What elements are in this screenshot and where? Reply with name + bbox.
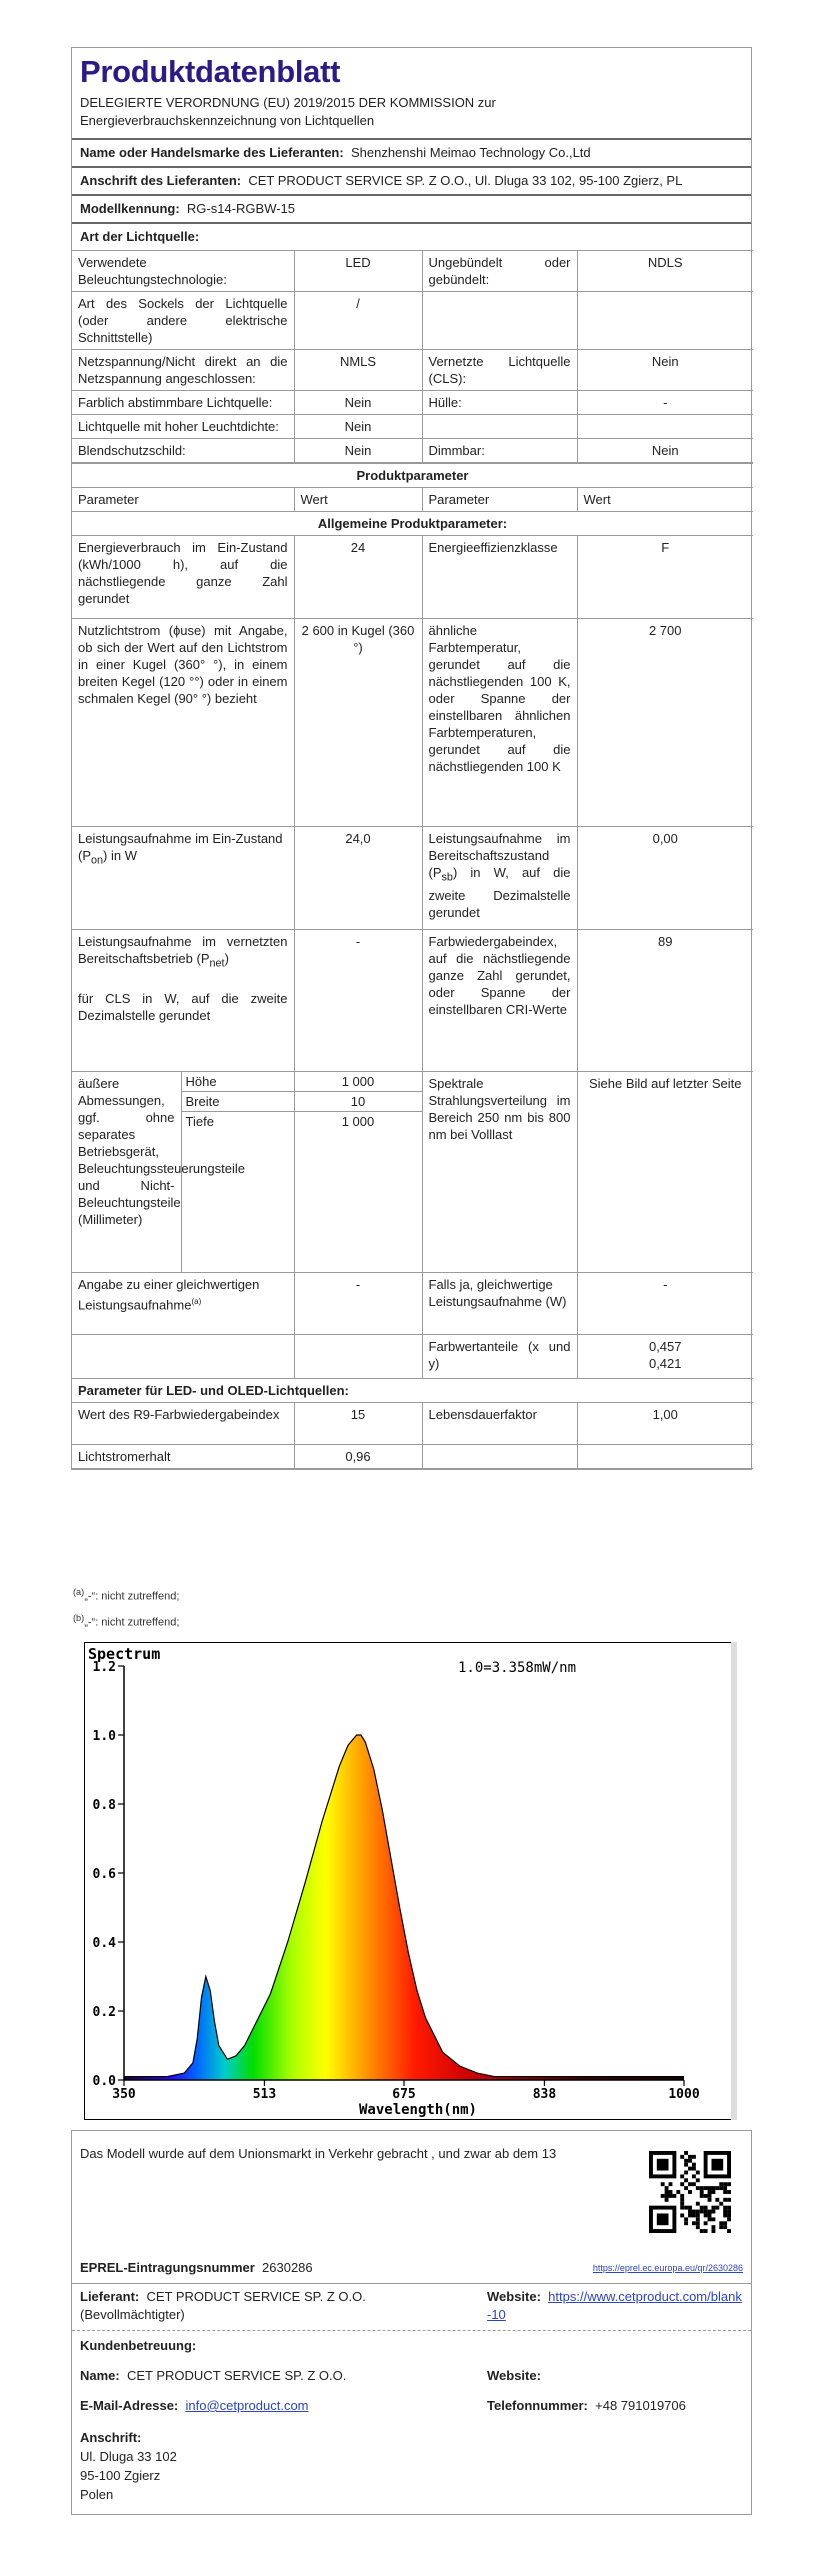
envelope-value: - (577, 391, 753, 415)
useful-flux-label: Nutzlichtstrom (ɸuse) mit Angabe, ob sich der Wert auf den Lichtstrom in einer Kugel (360° °), in einem breiten Kegel (120 °°) oder in einem schmalen Kegel (90° °) bezieht (72, 619, 294, 827)
qr-module (665, 2190, 669, 2194)
qr-module (669, 2182, 673, 2186)
subscript: sb (441, 871, 453, 884)
footnote-b (73, 1608, 179, 1634)
on-mode-power-label (72, 827, 294, 930)
qr-module (696, 2178, 700, 2182)
chromaticity-x: 0,457 (648, 1339, 682, 1354)
qr-module (688, 2206, 692, 2210)
label-text: Angabe zu einer gleichwertigen Leistungsaufnahme (78, 1277, 260, 1313)
qr-module (669, 2190, 673, 2194)
qr-module (708, 2210, 712, 2214)
qr-module (719, 2186, 723, 2190)
y-tick-label: 0.2 (92, 2005, 116, 2020)
qr-module (696, 2225, 700, 2229)
qr-module (692, 2174, 696, 2178)
qr-module (692, 2163, 696, 2167)
qr-module (715, 2198, 719, 2202)
website-label: Website: (487, 2289, 541, 2304)
qr-module (688, 2182, 692, 2186)
qr-module (727, 2206, 731, 2210)
contact-name-value: CET PRODUCT SERVICE SP. Z O.O. (126, 2368, 347, 2383)
x-tick-label: 350 (112, 2087, 136, 2102)
qr-module (696, 2171, 700, 2175)
page-title: Produktdatenblatt (80, 54, 341, 89)
y-tick-label: 0.6 (92, 1867, 116, 1882)
x-tick-label: 513 (252, 2087, 277, 2102)
mains-label: Netzspannung/Nicht direkt an die Netzspannung angeschlossen: (72, 350, 294, 391)
product-parameters-heading: Produktparameter (72, 464, 753, 488)
phone-label: Telefonnummer: (487, 2398, 588, 2413)
equivalent-power-yes-value: - (577, 1273, 753, 1335)
footnotes (73, 1582, 179, 1633)
qr-module (684, 2217, 688, 2221)
qr-module (708, 2198, 712, 2202)
dimensions-label: äußere Abmessungen, ggf. ohne separates Betriebsgerät, Beleuchtungssteuerungsteile und Nicht-Beleuchtungsteile (Millimeter) (72, 1072, 181, 1273)
qr-module (715, 2186, 719, 2190)
qr-module (723, 2225, 727, 2229)
qr-module (680, 2206, 684, 2210)
empty-cell (577, 1445, 753, 1469)
width-label: Breite (182, 1092, 294, 1112)
dimmable-value: Nein (577, 439, 753, 463)
address-line-1: Ul. Dluga 33 102 (80, 2449, 177, 2464)
supplier-address-row (72, 166, 751, 194)
label-text: Leistungsaufnahme im vernetzten Bereitschaftsbetrieb (P (78, 934, 288, 966)
qr-module (723, 2221, 727, 2225)
mains-value: NMLS (294, 350, 422, 391)
qr-module (723, 2210, 727, 2214)
qr-module (723, 2198, 727, 2202)
qr-module (704, 2213, 708, 2217)
qr-module (723, 2186, 727, 2190)
subtitle-line-1: DELEGIERTE VERORDNUNG (EU) 2019/2015 DER KOMMISSION zur (80, 95, 496, 110)
table-row (72, 251, 753, 292)
email-row (80, 2398, 309, 2413)
table-row (72, 415, 753, 439)
empty-cell (422, 1445, 577, 1469)
qr-module (700, 2210, 704, 2214)
useful-flux-value: 2 600 in Kugel (360 °) (294, 619, 422, 827)
qr-module (680, 2198, 684, 2202)
qr-module (684, 2221, 688, 2225)
cls-value: Nein (577, 350, 753, 391)
supplier-label: Lieferant: (80, 2289, 140, 2304)
address-line-3: Polen (80, 2487, 114, 2502)
r9-label: Wert des R9-Farbwiedergabeindex (72, 1403, 294, 1445)
column-header-value: Wert (294, 488, 422, 512)
qr-module (696, 2210, 700, 2214)
directional-value: NDLS (577, 251, 753, 292)
qr-module (727, 2210, 731, 2214)
energy-consumption-label: Energieverbrauch im Ein-Zustand (kWh/1000 h), auf die nächstliegende ganze Zahl gerundet (72, 536, 294, 619)
supplier-value: CET PRODUCT SERVICE SP. Z O.O. (Bevollmächtigter) (80, 2289, 366, 2322)
phone-row (487, 2398, 686, 2413)
qr-module (704, 2221, 708, 2225)
qr-module (727, 2182, 731, 2186)
footnote-mark: (b) (73, 1612, 85, 1623)
cct-label: ähnliche Farbtemperatur, gerundet auf die nächstliegenden 100 K, oder Spanne der einstellbaren ähnlichen Farbtemperaturen, gerundet auf die nächstliegenden 100 K (422, 619, 577, 827)
qr-module (727, 2217, 731, 2221)
qr-module (665, 2198, 669, 2202)
cls-label: Vernetzte Lichtquelle (CLS): (422, 350, 577, 391)
general-parameters-heading: Allgemeine Produktparameter: (72, 512, 753, 536)
energy-class-value: F (577, 536, 753, 619)
qr-module (684, 2186, 688, 2190)
qr-module (708, 2194, 712, 2198)
contact-website-label: Website: (487, 2368, 541, 2383)
lumen-maintenance-value: 0,96 (294, 1445, 422, 1469)
contact-name-label: Name: (80, 2368, 120, 2383)
qr-module (719, 2225, 723, 2229)
survival-factor-label: Lebensdauerfaktor (422, 1403, 577, 1445)
qr-module (688, 2213, 692, 2217)
cct-value: 2 700 (577, 619, 753, 827)
qr-module (684, 2171, 688, 2175)
qr-module (715, 2206, 719, 2210)
qr-module (684, 2206, 688, 2210)
qr-module (696, 2221, 700, 2225)
equivalent-power-label (72, 1273, 294, 1335)
qr-module (688, 2159, 692, 2163)
qr-module (711, 2210, 715, 2214)
qr-module (676, 2190, 680, 2194)
email-link[interactable]: info@cetproduct.com (185, 2398, 309, 2413)
tunable-label: Farblich abstimmbare Lichtquelle: (72, 391, 294, 415)
label-text: Leistungsaufnahme im Bereitschaftszustand (P (428, 831, 571, 880)
empty-cell (577, 292, 753, 350)
qr-module (692, 2155, 696, 2159)
qr-module (708, 2190, 712, 2194)
table-row (72, 1403, 753, 1445)
qr-module (692, 2182, 696, 2186)
postal-address (80, 2428, 177, 2504)
networked-standby-value: - (294, 930, 422, 1072)
subscript: on (91, 854, 104, 867)
qr-module (688, 2155, 692, 2159)
website-row (487, 2288, 742, 2324)
qr-module (672, 2194, 676, 2198)
product-parameters-table (72, 463, 753, 1469)
qr-module (700, 2194, 704, 2198)
address-line-2: 95-100 Zgierz (80, 2468, 161, 2483)
qr-module (711, 2229, 715, 2233)
networked-standby-label (72, 930, 294, 1072)
qr-module (692, 2167, 696, 2171)
qr-finder (711, 2159, 723, 2171)
qr-module (708, 2217, 712, 2221)
qr-module (700, 2206, 704, 2210)
qr-module (704, 2210, 708, 2214)
x-tick-label: 838 (532, 2087, 557, 2102)
r9-value: 15 (294, 1403, 422, 1445)
supplier-address-label: Anschrift des Lieferanten: (80, 173, 242, 188)
qr-module (692, 2210, 696, 2214)
label-text: ) in W (103, 848, 137, 863)
survival-factor-value: 1,00 (577, 1403, 753, 1445)
empty-cell (422, 292, 577, 350)
chart-annotation: 1.0=3.358mW/nm (458, 1660, 577, 1676)
qr-module (723, 2213, 727, 2217)
dimension-values (294, 1072, 422, 1273)
qr-module (700, 2229, 704, 2233)
equivalent-power-yes-label: Falls ja, gleichwertige Leistungsaufnahme (W) (422, 1273, 577, 1335)
superscript: (a) (191, 1297, 202, 1306)
qr-module (700, 2186, 704, 2190)
qr-module (711, 2206, 715, 2210)
y-tick-label: 1.0 (92, 1729, 116, 1744)
supplier-address-value: CET PRODUCT SERVICE SP. Z O.O., Ul. Dluga 33 102, 95-100 Zgierz, PL (248, 173, 683, 188)
qr-module (719, 2202, 723, 2206)
table-row (72, 350, 753, 391)
high-luminance-value: Nein (294, 415, 422, 439)
empty-cell (422, 415, 577, 439)
qr-module (692, 2221, 696, 2225)
led-parameters-heading: Parameter für LED- und OLED-Lichtquellen: (72, 1379, 753, 1403)
qr-module (680, 2182, 684, 2186)
qr-module (727, 2229, 731, 2233)
model-value: RG-s14-RGBW-15 (186, 201, 296, 216)
footnote-text: „-“: nicht zutreffend; (84, 1590, 180, 1603)
qr-module (696, 2213, 700, 2217)
registration-box (71, 2130, 752, 2515)
height-label: Höhe (182, 1072, 294, 1092)
qr-module (688, 2167, 692, 2171)
qr-module (684, 2178, 688, 2182)
empty-cell (294, 1335, 422, 1379)
standby-power-value: 0,00 (577, 827, 753, 930)
table-row (72, 1335, 753, 1379)
qr-module (719, 2182, 723, 2186)
table-row (72, 536, 753, 619)
spectrum-chart (84, 1642, 737, 2120)
anti-glare-label: Blendschutzschild: (72, 439, 294, 463)
x-axis-label: Wavelength(nm) (358, 2102, 478, 2118)
website-link[interactable]: https://www.cetproduct.com/blank-10 (487, 2289, 742, 2322)
table-row (72, 827, 753, 930)
qr-module (696, 2202, 700, 2206)
table-row (72, 292, 753, 350)
qr-module (684, 2159, 688, 2163)
qr-module (680, 2155, 684, 2159)
cap-type-value: / (294, 292, 422, 350)
chart-title: Spectrum (88, 1645, 161, 1663)
supplier-name-value: Shenzhenshi Meimao Technology Co.,Ltd (350, 145, 591, 160)
qr-module (711, 2186, 715, 2190)
empty-cell (577, 415, 753, 439)
divider (72, 2283, 751, 2284)
cap-type-label: Art des Sockels der Lichtquelle (oder andere elektrische Schnittstelle) (72, 292, 294, 350)
phone-value: +48 791019706 (595, 2398, 686, 2413)
y-tick-label: 0.8 (92, 1798, 116, 1813)
table-row (72, 930, 753, 1072)
contact-name-row (80, 2368, 346, 2383)
directional-label: Ungebündelt oder gebündelt: (422, 251, 577, 292)
footnote-mark: (a) (73, 1587, 85, 1597)
y-tick-label: 0.4 (92, 1936, 116, 1951)
technology-value: LED (294, 251, 422, 292)
qr-module (692, 2213, 696, 2217)
qr-module (723, 2206, 727, 2210)
qr-module (684, 2163, 688, 2167)
x-tick-label: 675 (392, 2087, 416, 2102)
technology-label: Verwendete Beleuchtungstechnologie: (72, 251, 294, 292)
y-tick-label: 0.0 (92, 2074, 116, 2089)
light-source-type-heading: Art der Lichtquelle: (72, 222, 751, 250)
regulation-subtitle (72, 92, 751, 138)
qr-module (669, 2194, 673, 2198)
energy-consumption-value: 24 (294, 536, 422, 619)
qr-module (711, 2225, 715, 2229)
label-text: Leistungsaufnahme im Ein-Zustand (P (78, 831, 283, 863)
envelope-label: Hülle: (422, 391, 577, 415)
supplier-name-row (72, 138, 751, 166)
qr-module (727, 2198, 731, 2202)
eprel-row (80, 2260, 743, 2280)
high-luminance-label: Lichtquelle mit hoher Leuchtdichte: (72, 415, 294, 439)
height-value: 1 000 (295, 1072, 422, 1092)
label-text: ) (224, 951, 229, 966)
dimension-values-list (295, 1072, 422, 1131)
spectral-distribution-label: Spektrale Strahlungsverteilung im Bereich 250 nm bis 800 nm bei Volllast (422, 1072, 577, 1273)
qr-module (665, 2186, 669, 2190)
dimension-names-list (182, 1072, 294, 1131)
qr-module (704, 2229, 708, 2233)
model-row (72, 194, 751, 222)
qr-module (680, 2213, 684, 2217)
qr-code-icon[interactable] (649, 2151, 731, 2233)
empty-cell (72, 1335, 294, 1379)
subscript: net (209, 957, 225, 970)
light-source-type-table (72, 250, 753, 463)
qr-module (719, 2221, 723, 2225)
supplier-row (80, 2288, 470, 2324)
qr-module (696, 2217, 700, 2221)
on-mode-power-value: 24,0 (294, 827, 422, 930)
market-placement-text: Das Modell wurde auf dem Unionsmarkt in Verkehr gebracht , und zwar ab dem 13 (80, 2146, 557, 2161)
qr-module (661, 2182, 665, 2186)
table-row (72, 1072, 753, 1273)
column-header-parameter: Parameter (72, 488, 294, 512)
qr-module (680, 2174, 684, 2178)
label-text: ) in W, auf die zweite Dezimalstelle gerundet (428, 865, 571, 920)
customer-service-heading: Kundenbetreuung: (80, 2338, 197, 2353)
width-value: 10 (295, 1092, 422, 1112)
model-label: Modellkennung: (80, 201, 180, 216)
x-tick-label: 1000 (668, 2087, 700, 2102)
table-row (72, 619, 753, 827)
label-text: für CLS in W, auf die zweite Dezimalstelle gerundet (78, 990, 288, 1023)
energy-class-label: Energieeffizienzklasse (422, 536, 577, 619)
dimmable-label: Dimmbar: (422, 439, 577, 463)
lumen-maintenance-label: Lichtstromerhalt (72, 1445, 294, 1469)
standby-power-label (422, 827, 577, 930)
column-header-parameter: Parameter (422, 488, 577, 512)
qr-module (665, 2194, 669, 2198)
postal-address-label: Anschrift: (80, 2430, 142, 2445)
qr-module (708, 2186, 712, 2190)
tunable-value: Nein (294, 391, 422, 415)
table-row (72, 439, 753, 463)
cri-label: Farbwiedergabeindex, auf die nächstliegende ganze Zahl gerundet, oder Spanne der einstellbaren CRI-Werte (422, 930, 577, 1072)
qr-module (723, 2182, 727, 2186)
qr-module (696, 2186, 700, 2190)
qr-module (708, 2213, 712, 2217)
subtitle-line-2: Energieverbrauchskennzeichnung von Lichtquellen (80, 113, 375, 128)
qr-module (704, 2186, 708, 2190)
y-tick-label: 1.2 (92, 1660, 116, 1675)
depth-label: Tiefe (185, 1114, 214, 1129)
qr-module (661, 2194, 665, 2198)
qr-module (723, 2190, 727, 2194)
column-header-value: Wert (577, 488, 753, 512)
footnote-text: „-“: nicht zutreffend; (84, 1616, 180, 1629)
table-header-row (72, 488, 753, 512)
qr-finder (657, 2159, 669, 2171)
qr-module (680, 2194, 684, 2198)
supplier-name-label: Name oder Handelsmarke des Lieferanten: (80, 145, 344, 160)
qr-module (704, 2206, 708, 2210)
chart-frame-edge (731, 1642, 737, 2120)
table-row (72, 391, 753, 415)
product-datasheet (71, 47, 752, 1470)
footnote-a (73, 1582, 179, 1608)
qr-module (711, 2190, 715, 2194)
anti-glare-value: Nein (294, 439, 422, 463)
dashed-divider (72, 2330, 751, 2331)
qr-module (727, 2190, 731, 2194)
qr-module (711, 2217, 715, 2221)
spectral-distribution-value: Siehe Bild auf letzter Seite (577, 1072, 753, 1273)
email-label: E-Mail-Adresse: (80, 2398, 179, 2413)
cri-value: 89 (577, 930, 753, 1072)
qr-finder (657, 2213, 669, 2225)
qr-module (680, 2202, 684, 2206)
eprel-link[interactable]: https://eprel.ec.europa.eu/qr/2630286 (592, 2263, 743, 2273)
chromaticity-label: Farbwertanteile (x und y) (422, 1335, 577, 1379)
depth-value: 1 000 (341, 1114, 375, 1129)
qr-module (704, 2194, 708, 2198)
eprel-value: 2630286 (262, 2260, 313, 2275)
qr-module (700, 2190, 704, 2194)
qr-module (684, 2151, 688, 2155)
qr-module (688, 2190, 692, 2194)
chromaticity-value (577, 1335, 753, 1379)
chromaticity-y: 0,421 (648, 1356, 682, 1371)
table-row (72, 1445, 753, 1469)
equivalent-power-value: - (294, 1273, 422, 1335)
table-row (72, 1273, 753, 1335)
eprel-label: EPREL-Eintragungsnummer (80, 2260, 255, 2275)
qr-module (688, 2210, 692, 2214)
qr-module (727, 2213, 731, 2217)
